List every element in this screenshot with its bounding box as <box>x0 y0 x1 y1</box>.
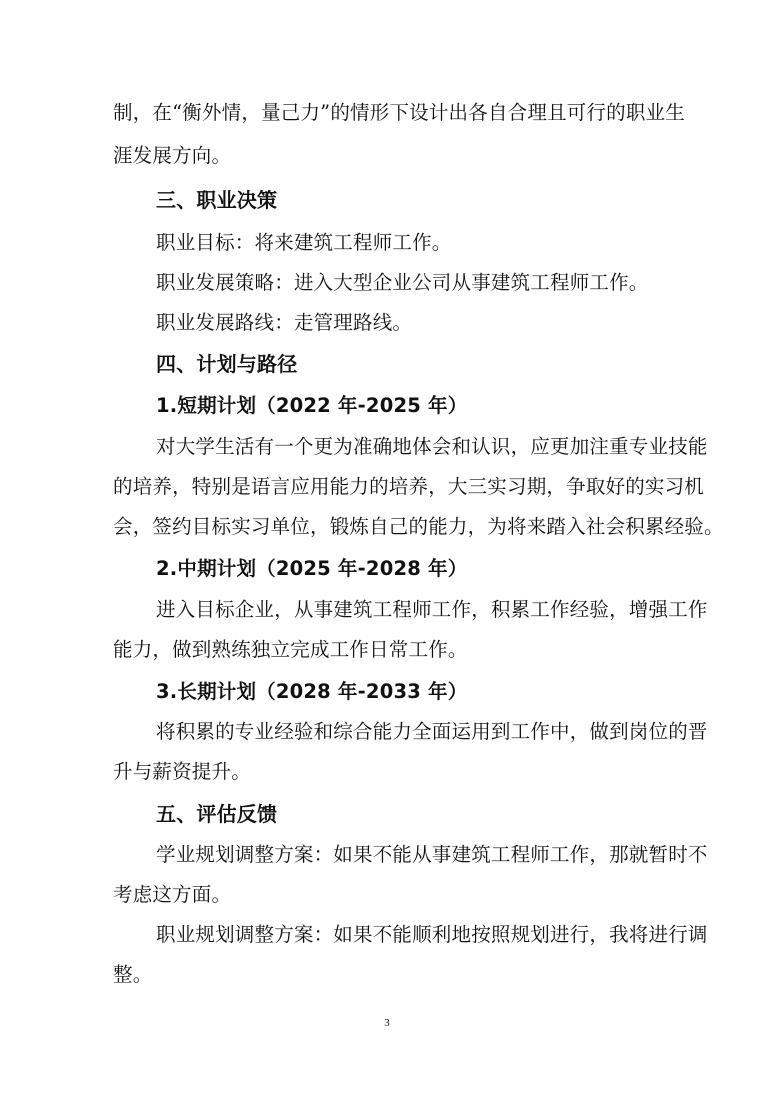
paragraph-line: 涯发展方向。 <box>113 144 232 167</box>
paragraph-line: 将积累的专业经验和综合能力全面运用到工作中，做到岗位的晋 <box>156 720 708 743</box>
paragraph-line: 学业规划调整方案：如果不能从事建筑工程师工作，那就暂时不 <box>156 843 708 866</box>
paragraph-line: 能力，做到熟练独立完成工作日常工作。 <box>113 638 468 661</box>
paragraph-line: 会，签约目标实习单位，锻炼自己的能力，为将来踏入社会积累经验。 <box>113 515 724 538</box>
paragraph-line: 对大学生活有一个更为准确地体会和认识，应更加注重专业技能 <box>156 435 708 458</box>
paragraph-line: 升与薪资提升。 <box>113 760 251 783</box>
paragraph-line: 进入目标企业，从事建筑工程师工作，积累工作经验，增强工作 <box>156 598 708 621</box>
paragraph-line: 的培养，特别是语言应用能力的培养，大三实习期，争取好的实习机 <box>113 475 705 498</box>
long-term-plan-title: 3.长期计划（2028 年-2033 年） <box>156 680 468 703</box>
paragraph-line: 制，在“衡外情，量己力”的情形下设计出各自合理且可行的职业生 <box>113 101 685 124</box>
short-term-plan-title: 1.短期计划（2022 年-2025 年） <box>156 394 468 417</box>
paragraph-line: 考虑这方面。 <box>113 883 232 906</box>
page-number: 3 <box>384 1017 390 1029</box>
mid-term-plan-title: 2.中期计划（2025 年-2028 年） <box>156 557 468 580</box>
paragraph-line: 整。 <box>113 963 153 986</box>
section-heading-feedback: 五、评估反馈 <box>156 802 278 826</box>
paragraph-line: 职业规划调整方案：如果不能顺利地按照规划进行，我将进行调 <box>156 923 708 946</box>
career-strategy-text: 职业发展策略：进入大型企业公司从事建筑工程师工作。 <box>156 271 649 294</box>
section-heading-decision: 三、职业决策 <box>156 188 278 212</box>
career-goal-text: 职业目标：将来建筑工程师工作。 <box>156 231 452 254</box>
career-route-text: 职业发展路线：走管理路线。 <box>156 311 413 334</box>
section-heading-plan: 四、计划与路径 <box>156 352 298 376</box>
